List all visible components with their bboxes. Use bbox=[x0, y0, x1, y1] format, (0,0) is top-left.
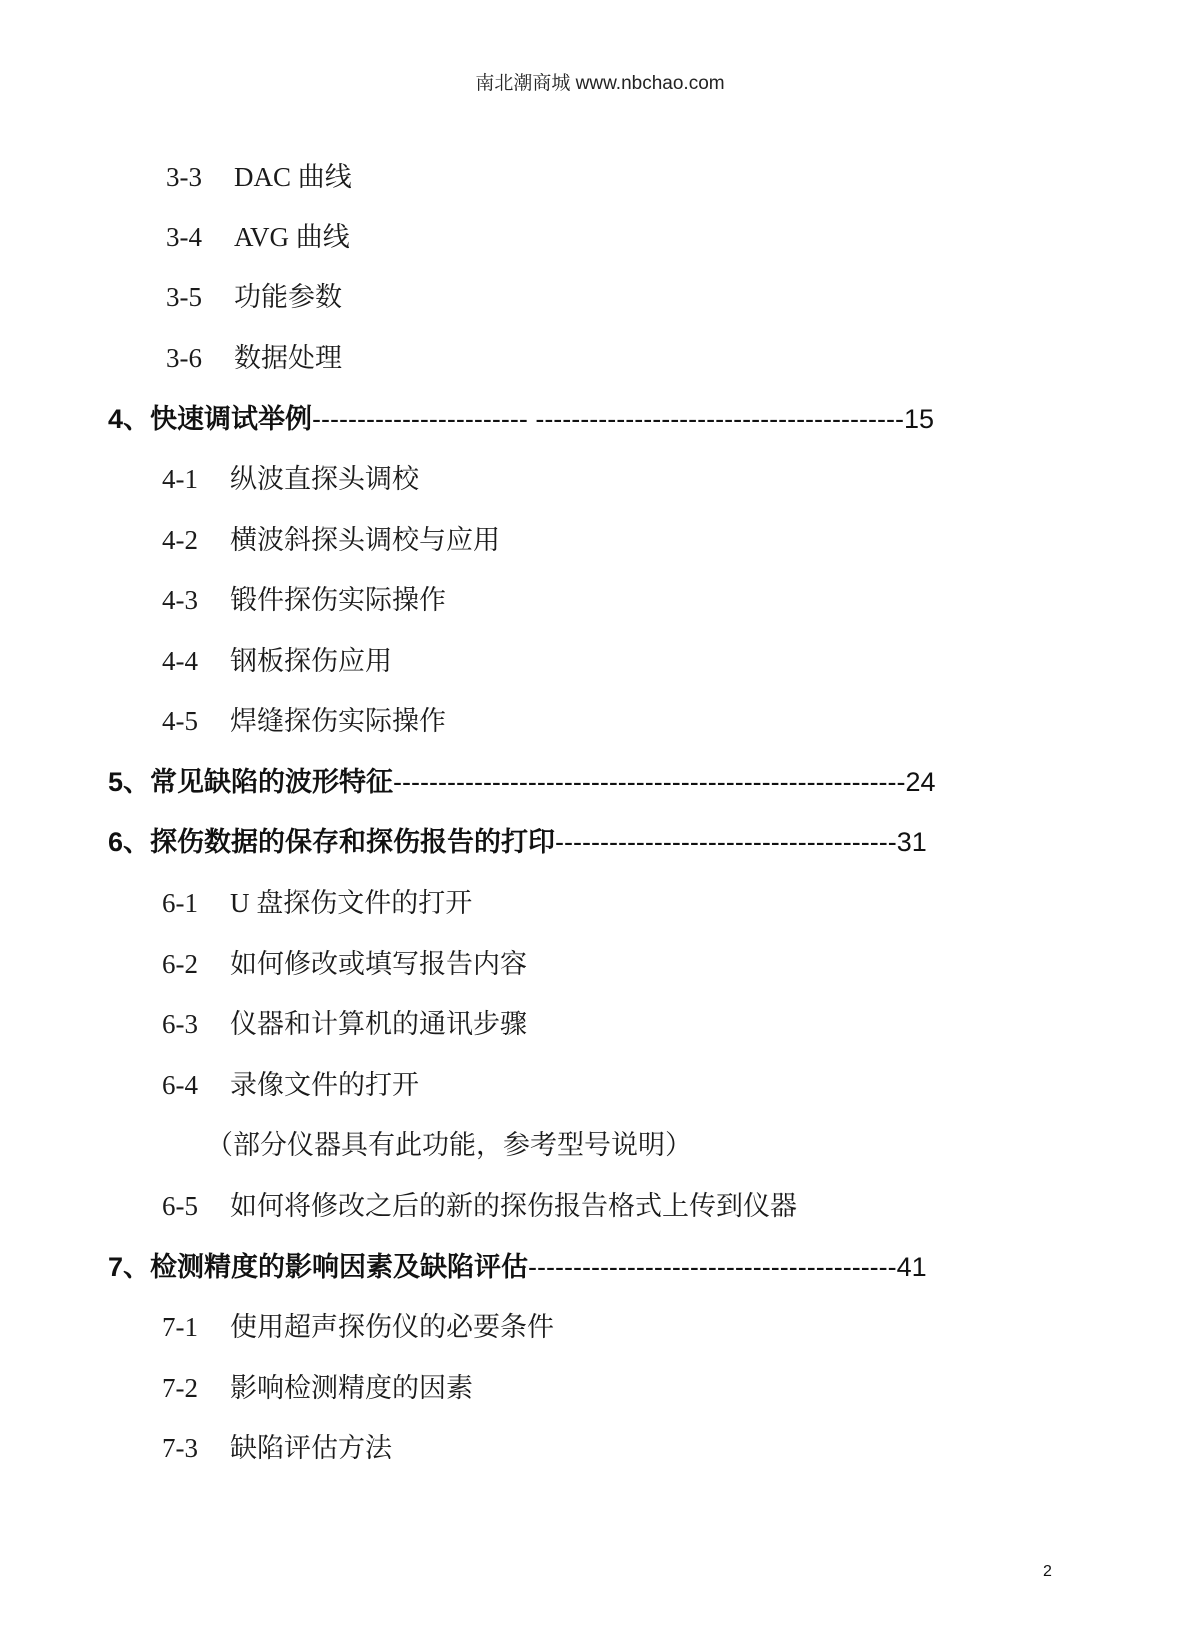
toc-chapter-title: 5、常见缺陷的波形特征 bbox=[108, 767, 394, 797]
toc-entry-title: DAC 曲线 bbox=[234, 162, 352, 192]
toc-entry-3-6[interactable] bbox=[166, 336, 342, 375]
toc-entry-7-1[interactable] bbox=[162, 1305, 554, 1344]
toc-entry-7-2[interactable] bbox=[162, 1366, 473, 1405]
toc-entry-title: 纵波直探头调校 bbox=[230, 464, 419, 494]
toc-entry-number: 6-5 bbox=[162, 1191, 198, 1221]
toc-leader-dots: --------------------------------------------------------- bbox=[393, 767, 906, 797]
page-header: 南北潮商城 www.nbchao.com bbox=[475, 73, 725, 94]
toc-entry-6-1[interactable] bbox=[162, 881, 472, 920]
toc-entry-title: 如何修改或填写报告内容 bbox=[230, 949, 527, 979]
toc-entry-6-5[interactable] bbox=[162, 1184, 797, 1223]
toc-entry-6-3[interactable] bbox=[162, 1002, 527, 1041]
page-number: 2 bbox=[1043, 1563, 1052, 1580]
toc-entry-number: 4-2 bbox=[162, 525, 198, 555]
toc-leader-dots: -------------------------------------- bbox=[555, 827, 897, 857]
toc-chapter-title: 6、探伤数据的保存和探伤报告的打印 bbox=[108, 827, 556, 857]
toc-entry-4-2[interactable] bbox=[162, 518, 500, 557]
toc-entry-title: AVG 曲线 bbox=[234, 222, 350, 252]
toc-entry-title: 使用超声探伤仪的必要条件 bbox=[230, 1312, 554, 1342]
toc-entry-title: 缺陷评估方法 bbox=[230, 1433, 392, 1463]
toc-entry-7-3[interactable] bbox=[162, 1426, 392, 1465]
toc-entry-title: 焊缝探伤实际操作 bbox=[230, 706, 446, 736]
toc-entry-title: 横波斜探头调校与应用 bbox=[230, 525, 500, 555]
toc-chapter-title: 7、检测精度的影响因素及缺陷评估 bbox=[108, 1252, 529, 1282]
toc-chapter-5[interactable] bbox=[108, 760, 936, 799]
toc-entry-number: 3-5 bbox=[166, 282, 202, 312]
toc-entry-title: 数据处理 bbox=[234, 343, 342, 373]
toc-entry-number: 7-1 bbox=[162, 1312, 198, 1342]
toc-entry-title: U 盘探伤文件的打开 bbox=[230, 888, 473, 918]
toc-leader-dots: ------------------------ ----------------------------------------- bbox=[312, 404, 904, 434]
toc-entry-number: 4-1 bbox=[162, 464, 198, 494]
toc-entry-title: 钢板探伤应用 bbox=[230, 646, 392, 676]
toc-entry-title: 功能参数 bbox=[234, 282, 342, 312]
toc-entry-title: 录像文件的打开 bbox=[230, 1070, 419, 1100]
toc-entry-title: 仪器和计算机的通讯步骤 bbox=[230, 1009, 527, 1039]
toc-entry-title: 影响检测精度的因素 bbox=[230, 1373, 473, 1403]
toc-entry-3-5[interactable] bbox=[166, 275, 342, 314]
toc-entry-number: 4-5 bbox=[162, 706, 198, 736]
toc-entry-number: 7-2 bbox=[162, 1373, 198, 1403]
toc-entry-4-1[interactable] bbox=[162, 457, 419, 496]
toc-leader-dots: ----------------------------------------- bbox=[528, 1252, 897, 1282]
toc-chapter-4[interactable] bbox=[108, 397, 934, 436]
toc-page-number: 41 bbox=[896, 1252, 927, 1282]
toc-entry-number: 3-4 bbox=[166, 222, 202, 252]
toc-entry-note: （部分仪器具有此功能，参考型号说明） bbox=[206, 1130, 692, 1160]
toc-entry-number: 6-1 bbox=[162, 888, 198, 918]
toc-page-number: 31 bbox=[896, 827, 927, 857]
toc-entry-number: 6-4 bbox=[162, 1070, 198, 1100]
toc-entry-4-5[interactable] bbox=[162, 699, 446, 738]
toc-entry-title: 如何将修改之后的新的探伤报告格式上传到仪器 bbox=[230, 1191, 797, 1221]
toc-entry-number: 3-6 bbox=[166, 343, 202, 373]
toc-chapter-title: 4、快速调试举例 bbox=[108, 404, 313, 434]
toc-entry-3-4[interactable] bbox=[166, 215, 350, 254]
toc-entry-number: 6-3 bbox=[162, 1009, 198, 1039]
toc-chapter-7[interactable] bbox=[108, 1245, 927, 1284]
toc-entry-4-4[interactable] bbox=[162, 639, 392, 678]
toc-page-number: 24 bbox=[905, 767, 936, 797]
toc-entry-number: 7-3 bbox=[162, 1433, 198, 1463]
toc-entry-number: 6-2 bbox=[162, 949, 198, 979]
toc-entry-number: 4-3 bbox=[162, 585, 198, 615]
toc-entry-number: 4-4 bbox=[162, 646, 198, 676]
toc-entry-3-3[interactable] bbox=[166, 155, 352, 194]
toc-chapter-6[interactable] bbox=[108, 820, 927, 859]
toc-entry-6-4[interactable] bbox=[162, 1063, 419, 1102]
toc-page-number: 15 bbox=[903, 404, 935, 434]
toc-entry-number: 3-3 bbox=[166, 162, 202, 192]
toc-entry-6-2[interactable] bbox=[162, 942, 527, 981]
toc-entry-title: 锻件探伤实际操作 bbox=[230, 585, 446, 615]
toc-entry-4-3[interactable] bbox=[162, 578, 446, 617]
